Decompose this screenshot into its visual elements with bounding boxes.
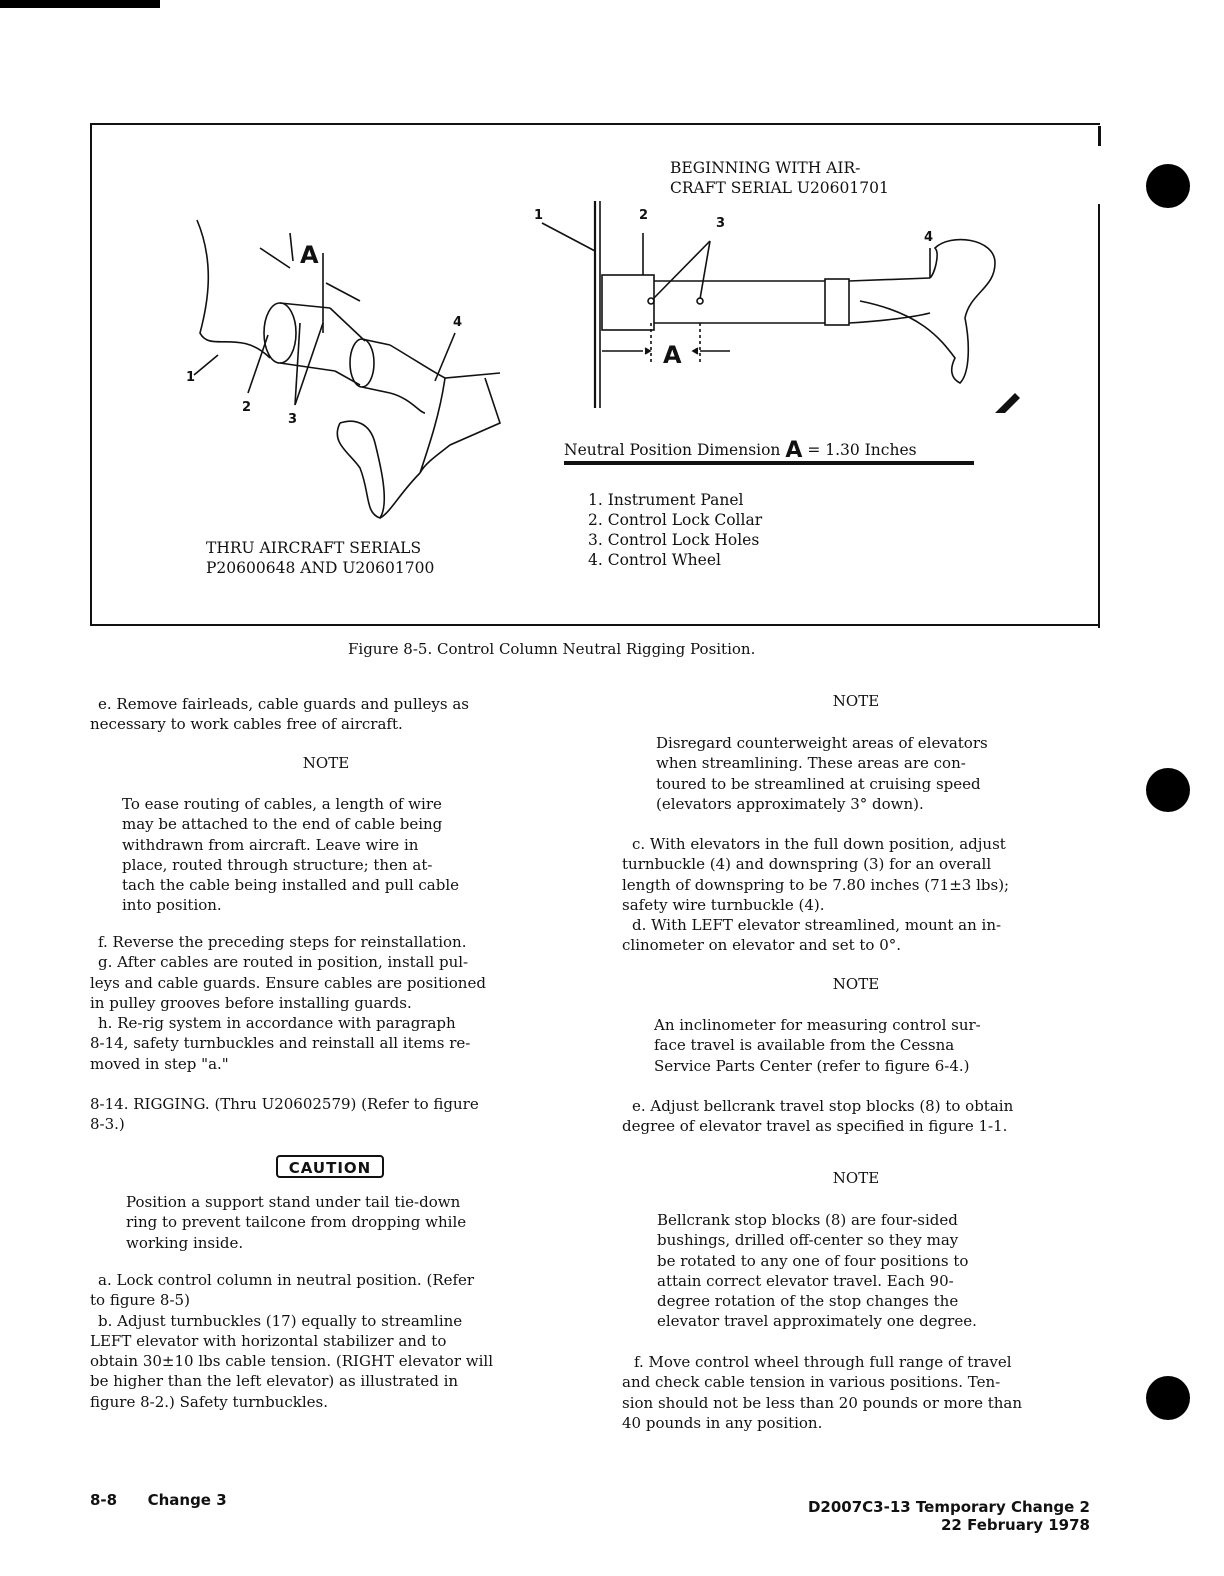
note-heading: NOTE bbox=[832, 1169, 880, 1187]
text-line: e. Remove fairleads, cable guards and pulleys as bbox=[98, 695, 469, 713]
text-line: d. With LEFT elevator streamlined, mount an in- bbox=[632, 916, 1002, 935]
note-body bbox=[122, 794, 562, 916]
figure-caption: Figure 8-5. Control Column Neutral Rigging Position. bbox=[348, 640, 756, 658]
legend-item: 2. Control Lock Collar bbox=[588, 511, 763, 529]
dimension-value: = 1.30 Inches bbox=[807, 441, 917, 459]
text-line: into position. bbox=[122, 896, 222, 915]
callout-3-right: 3 bbox=[716, 216, 726, 231]
punch-hole-bottom bbox=[1146, 1376, 1190, 1420]
text-line: clinometer on elevator and set to 0°. bbox=[622, 936, 902, 955]
text-line: and check cable tension in various positions. Ten- bbox=[622, 1373, 1001, 1392]
text-line: Service Parts Center (refer to figure 6-4.) bbox=[654, 1056, 970, 1075]
text-line: working inside. bbox=[126, 1233, 244, 1252]
callout-1-right: 1 bbox=[534, 208, 544, 223]
note-body bbox=[656, 733, 1096, 814]
text-line: degree rotation of the stop changes the bbox=[657, 1292, 959, 1311]
figure-legend bbox=[588, 490, 762, 570]
caution-body bbox=[126, 1192, 566, 1253]
document-date: 22 February 1978 bbox=[941, 1516, 1090, 1534]
text-line: LEFT elevator with horizontal stabilizer and to bbox=[90, 1331, 447, 1350]
left-steps-ab bbox=[90, 1270, 590, 1412]
text-line: place, routed through structure; then at- bbox=[122, 855, 433, 874]
text-line: Bellcrank stop blocks (8) are four-sided bbox=[657, 1211, 958, 1229]
left-caption-line: THRU AIRCRAFT SERIALS bbox=[206, 539, 422, 557]
change-number: Change 3 bbox=[147, 1491, 227, 1509]
left-caption-line: P20600648 AND U20601700 bbox=[206, 559, 435, 577]
note-heading: NOTE bbox=[832, 692, 880, 710]
text-line: elevator travel approximately one degree. bbox=[657, 1312, 977, 1331]
text-line: 8-14, safety turnbuckles and reinstall all items re- bbox=[90, 1034, 471, 1053]
text-line: To ease routing of cables, a length of wire bbox=[122, 795, 442, 813]
callout-2-left: 2 bbox=[242, 400, 252, 415]
punch-hole-middle bbox=[1146, 768, 1190, 812]
text-line: ring to prevent tailcone from dropping while bbox=[126, 1213, 467, 1232]
text-line: face travel is available from the Cessna bbox=[654, 1036, 955, 1055]
text-line: Disregard counterweight areas of elevators bbox=[656, 734, 988, 752]
text-line: tach the cable being installed and pull cable bbox=[122, 876, 460, 895]
text-line: a. Lock control column in neutral position. (Refer bbox=[98, 1271, 475, 1289]
text-line: g. After cables are routed in position, install pul- bbox=[98, 953, 469, 972]
text-line: turnbuckle (4) and downspring (3) for an overall bbox=[622, 855, 992, 874]
text-line: 8-14. RIGGING. (Thru U20602579) (Refer to figure bbox=[90, 1095, 479, 1113]
callout-4-left: 4 bbox=[453, 315, 463, 330]
note-heading: NOTE bbox=[832, 975, 880, 993]
legend-item: 3. Control Lock Holes bbox=[588, 531, 760, 549]
text-line: bushings, drilled off-center so they may bbox=[657, 1231, 959, 1250]
text-line: (elevators approximately 3° down). bbox=[656, 794, 924, 813]
section-heading-8-14 bbox=[90, 1094, 590, 1135]
caution-badge: CAUTION bbox=[276, 1155, 384, 1178]
text-line: when streamlining. These areas are con- bbox=[656, 754, 966, 773]
left-step-e bbox=[90, 694, 590, 735]
dimension-letter-left: A bbox=[300, 241, 319, 269]
text-line: An inclinometer for measuring control sur- bbox=[654, 1016, 981, 1034]
text-line: leys and cable guards. Ensure cables are positioned bbox=[90, 973, 486, 992]
left-view-caption bbox=[206, 538, 434, 578]
text-line: sion should not be less than 20 pounds or more than bbox=[622, 1393, 1023, 1412]
text-line: 8-3.) bbox=[90, 1115, 125, 1134]
footer-left bbox=[90, 1491, 227, 1509]
text-line: length of downspring to be 7.80 inches (71±3 lbs); bbox=[622, 875, 1010, 894]
right-view-header-2: CRAFT SERIAL U20601701 bbox=[670, 179, 889, 197]
callout-2-right: 2 bbox=[639, 208, 649, 223]
dimension-line bbox=[564, 440, 917, 461]
text-line: obtain 30±10 lbs cable tension. (RIGHT elevator will bbox=[90, 1352, 493, 1371]
footer-right bbox=[800, 1498, 1090, 1534]
text-line: figure 8-2.) Safety turnbuckles. bbox=[90, 1392, 328, 1411]
legend-item: 4. Control Wheel bbox=[588, 551, 721, 569]
text-line: to figure 8-5) bbox=[90, 1291, 190, 1310]
right-view-header-1: BEGINNING WITH AIR- bbox=[670, 159, 861, 177]
text-line: c. With elevators in the full down position, adjust bbox=[632, 835, 1006, 853]
text-line: safety wire turnbuckle (4). bbox=[622, 895, 825, 914]
note-heading: NOTE bbox=[302, 754, 350, 772]
top-rule bbox=[0, 0, 160, 8]
text-line: h. Re-rig system in accordance with paragraph bbox=[98, 1014, 456, 1033]
text-line: be rotated to any one of four positions to bbox=[657, 1251, 969, 1270]
text-line: b. Adjust turnbuckles (17) equally to streamline bbox=[98, 1311, 463, 1330]
left-panel-outline bbox=[197, 220, 270, 358]
text-line: e. Adjust bellcrank travel stop blocks (8) to obtain bbox=[632, 1097, 1014, 1115]
text-line: degree of elevator travel as specified in figure 1-1. bbox=[622, 1117, 1008, 1136]
callout-1-left: 1 bbox=[186, 370, 196, 385]
text-line: f. Reverse the preceding steps for reinstallation. bbox=[98, 933, 467, 951]
dimension-letter-right: A bbox=[663, 341, 682, 369]
text-line: be higher than the left elevator) as illustrated in bbox=[90, 1372, 459, 1391]
text-line: in pulley grooves before installing guards. bbox=[90, 993, 412, 1012]
document-id: D2007C3-13 Temporary Change 2 bbox=[807, 1498, 1090, 1516]
dimension-letter: A bbox=[785, 438, 803, 463]
right-steps-cd bbox=[622, 834, 1102, 956]
dimension-underline bbox=[564, 461, 974, 465]
text-line: Position a support stand under tail tie-down bbox=[126, 1193, 461, 1211]
right-step-f bbox=[622, 1352, 1102, 1433]
left-steps-fgh bbox=[90, 932, 590, 1074]
text-line: may be attached to the end of cable being bbox=[122, 815, 443, 834]
text-line: toured to be streamlined at cruising speed bbox=[656, 774, 981, 793]
text-line: f. Move control wheel through full range of travel bbox=[634, 1353, 1012, 1371]
note-body bbox=[654, 1015, 1094, 1076]
punch-hole-top bbox=[1146, 164, 1190, 208]
legend-item: 1. Instrument Panel bbox=[588, 491, 744, 509]
text-line: necessary to work cables free of aircraft. bbox=[90, 715, 403, 734]
page-number: 8-8 bbox=[90, 1491, 118, 1509]
right-step-e bbox=[622, 1096, 1102, 1137]
callout-4-right: 4 bbox=[924, 230, 934, 245]
text-line: moved in step "a." bbox=[90, 1054, 229, 1073]
dimension-label: Neutral Position Dimension bbox=[564, 441, 781, 459]
text-line: withdrawn from aircraft. Leave wire in bbox=[122, 835, 419, 854]
callout-3-left: 3 bbox=[288, 412, 298, 427]
text-line: attain correct elevator travel. Each 90- bbox=[657, 1271, 954, 1290]
text-line: 40 pounds in any position. bbox=[622, 1413, 823, 1432]
note-body bbox=[657, 1210, 1097, 1332]
